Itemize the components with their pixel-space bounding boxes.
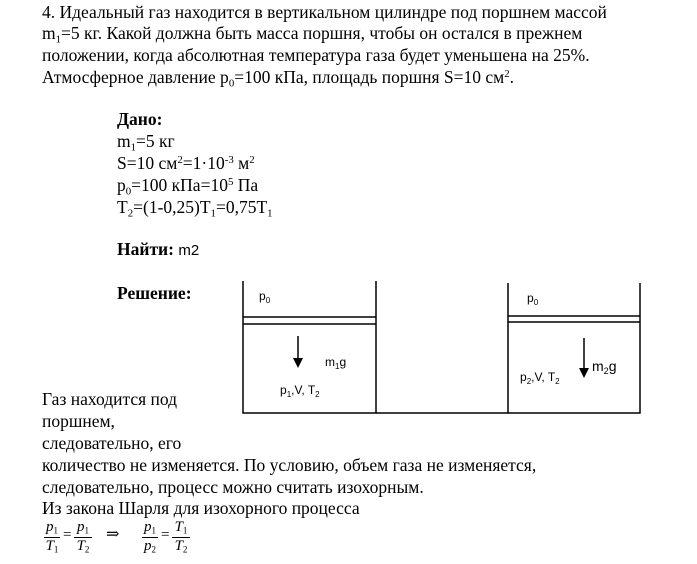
find-heading: Найти: <box>117 239 174 259</box>
given-area-sup1: 2 <box>177 154 183 167</box>
formula-eq-1: = <box>63 527 72 543</box>
find-value: m2 <box>178 242 200 259</box>
given-m1-symbol: m <box>117 131 131 151</box>
given-t2-c: =0,75T <box>215 197 268 217</box>
problem-m-symbol: m <box>42 23 56 43</box>
formula-fraction-4 <box>172 520 190 554</box>
formula-fraction-3 <box>142 520 158 554</box>
problem-line-4-end: . <box>509 67 514 87</box>
left-force-label: $m_1g$ <box>325 355 347 371</box>
given-t2 <box>117 197 273 218</box>
solution-line-1: Газ находится под <box>42 389 178 409</box>
formula-f3-num: $p_1$ <box>144 519 156 536</box>
problem-line-3 <box>42 45 590 66</box>
left-force-arrowhead <box>293 358 303 368</box>
formula-implies-arrow: ⇒ <box>106 526 120 543</box>
solution-heading: Решение: <box>117 283 192 303</box>
formula-fraction-2 <box>74 520 92 554</box>
given-p0-value: =100 кПа=10 <box>131 175 228 195</box>
given-p0-sub: 0 <box>125 185 132 198</box>
given-t2-sub1: 2 <box>127 207 134 220</box>
problem-line-4 <box>42 67 514 88</box>
formula-f3-den: $p_2$ <box>144 538 156 555</box>
given-area-b: =1·10 <box>182 153 225 173</box>
formula-f2-den: $T_2$ <box>76 538 90 555</box>
formula-eq-2: = <box>161 527 170 543</box>
solution-line-6: Из закона Шарля для изохорного процесса <box>42 498 360 518</box>
given-m1-sub: 1 <box>130 141 137 154</box>
given-area-sup3: 2 <box>249 154 255 167</box>
given-p0-unit: Па <box>233 175 259 195</box>
find-line <box>117 239 199 261</box>
left-cylinder <box>243 281 376 413</box>
given-p0-sup: 5 <box>227 176 234 189</box>
formula-f1-num: $p_1$ <box>46 519 58 536</box>
given-t2-b: =(1-0,25)T <box>133 197 211 217</box>
right-cylinder <box>508 283 640 413</box>
formula-f4-den: $T_2$ <box>174 538 188 555</box>
problem-line-1 <box>42 2 607 23</box>
formula-f4-num: $T_1$ <box>174 519 188 536</box>
solution-line-3: следовательно, его <box>42 433 182 453</box>
right-cylinder-walls <box>508 283 640 413</box>
formula-fraction-1 <box>44 520 60 554</box>
given-m1 <box>117 131 175 152</box>
problem-p0-sub: 0 <box>228 77 235 90</box>
solution-line-5: следовательно, процесс можно считать изохорным. <box>42 477 424 497</box>
problem-line-4-text: Атмосферное давление p <box>42 67 229 87</box>
left-cylinder-walls <box>243 281 376 413</box>
given-area <box>117 153 255 174</box>
problem-area-sup: 2 <box>504 68 510 81</box>
given-p0-symbol: p <box>117 175 126 195</box>
right-gas-label: $p_2,V$, $T_2$ <box>520 370 560 386</box>
solution-line-2: поршнем, <box>42 411 115 431</box>
left-p0-label: $p_0$ <box>259 289 271 305</box>
problem-line-2 <box>42 23 582 44</box>
problem-line-4-text-b: =100 кПа, площадь поршня S=10 см <box>234 67 505 87</box>
given-t2-sub3: 1 <box>267 207 273 220</box>
problem-m-sub: 1 <box>55 33 62 46</box>
given-p0 <box>117 175 258 196</box>
problem-line-2-text: =5 кг. Какой должна быть масса поршня, чтобы он остался в прежнем <box>61 23 583 43</box>
given-heading: Дано: <box>117 109 163 129</box>
formula-f2-num: $p_1$ <box>77 519 89 536</box>
left-gas-label: $p_1,V$, $T_2$ <box>280 383 320 399</box>
given-area-sup2: -3 <box>224 154 234 167</box>
given-area-c: м <box>233 153 250 173</box>
problem-line-3-text: положении, когда абсолютная температура газа будет уменьшена на 25%. <box>42 45 590 65</box>
given-t2-sub2: 1 <box>210 207 216 220</box>
given-m1-value: =5 кг <box>136 131 175 151</box>
problem-line-1-text: 4. Идеальный газ находится в вертикальном цилиндре под поршнем массой <box>42 2 607 22</box>
given-t2-symbol: T <box>117 197 128 217</box>
right-force-arrowhead <box>579 368 589 378</box>
right-force-label: $m_2g$ <box>592 358 617 376</box>
formula-f1-den: $T_1$ <box>45 538 59 555</box>
solution-line-4: количество не изменяется. По условию, объем газа не изменяется, <box>42 455 537 475</box>
right-p0-label: $p_0$ <box>527 291 539 307</box>
given-area-a: S=10 см <box>117 153 178 173</box>
